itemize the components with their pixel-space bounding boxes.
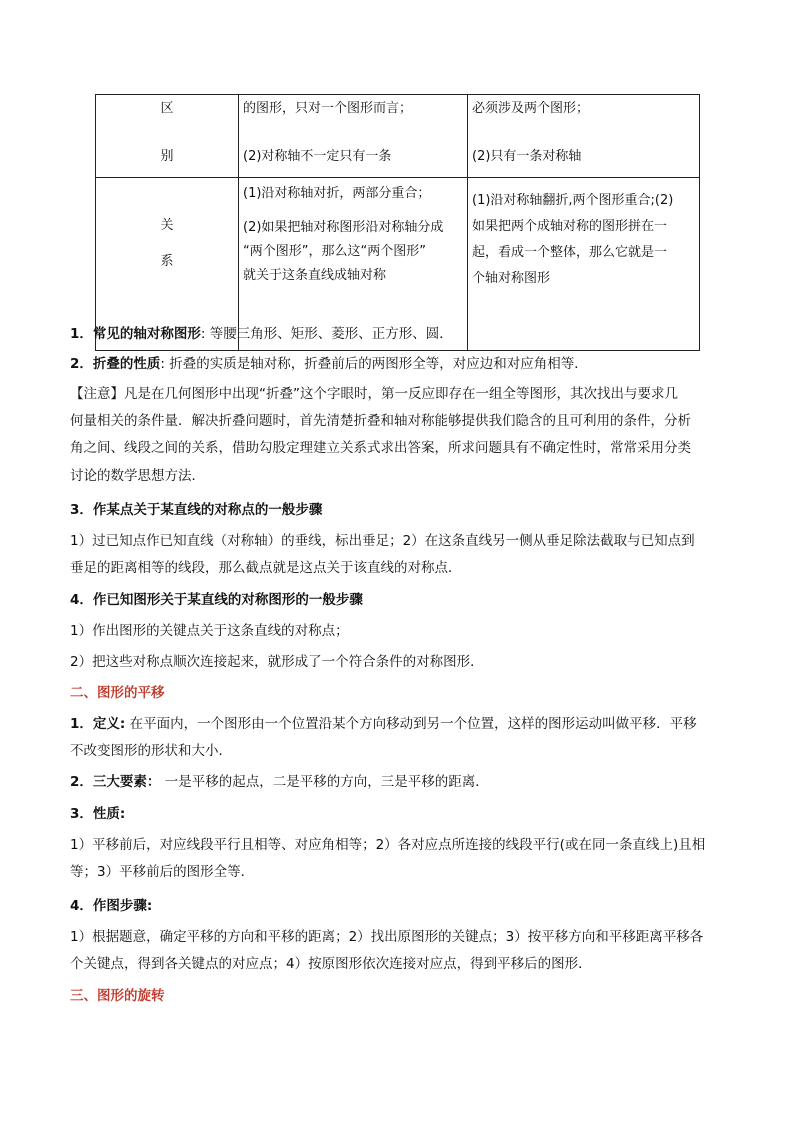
paragraph-folding-property [70,354,588,374]
paragraph-three-elements [70,772,489,792]
item-text: : 等腰三角形、矩形、菱形、正方形、圆． [200,326,453,342]
cell-symmetry-relation [468,178,700,351]
item-label: 1．常见的轴对称图形 [70,326,201,342]
cell-text: (1)沿对称轴翻折,两个图形重合;(2) [472,193,674,208]
heading-symmetric-point-steps: 3．作某点关于某直线的对称点的一般步骤 [70,502,323,518]
text-line: 等；3）平移前后的图形全等． [70,864,255,880]
cell-text: (2)如果把轴对称图形沿对称轴分成 [243,220,444,235]
cell-text: 如果把两个成轴对称的图形拼在一 [472,219,668,234]
row-header-char: 区 [160,101,174,116]
text-line: 1）作出图形的关键点关于这条直线的对称点； [70,623,349,639]
cell-axisymmetric-figure [239,95,468,178]
text-line: 2）把这些对称点顺次连接起来，就形成了一个符合条件的对称图形． [70,654,484,670]
cell-text: (2)对称轴不一定只有一条 [243,149,392,164]
cell-text: 必须涉及两个图形； [472,101,590,116]
item-label: 2．三大要素： [70,774,161,790]
section-title-rotation: 三、图形的旋转 [70,988,165,1004]
heading-drawing-steps: 4．作图步骤: [70,898,153,914]
cell-text: 就关于这条直线成轴对称 [243,268,387,283]
text-line: 1）过已知点作已知直线（对称轴）的垂线，标出垂足；2）在这条直线另一侧从垂足除法截取与已知点到 [70,533,695,549]
table-row-difference [96,95,700,178]
cell-axial-symmetry [468,95,700,178]
item-label: 2．折叠的性质 [70,356,161,372]
text-line: 垂足的距离相等的线段，那么截点就是这点关于该直线的对称点． [70,560,462,576]
text-line: 个关键点，得到各关键点的对应点；4）按原图形依次连接对应点，得到平移后的图形． [70,956,592,972]
note-line: 讨论的数学思想方法． [70,468,205,484]
text-line: 不改变图形的形状和大小． [70,743,232,759]
item-label: 1．定义: [70,716,126,732]
comparison-table [95,94,700,351]
item-text: 在平面内，一个图形由一个位置沿某个方向移动到另一个位置，这样的图形运动叫做平移．平移 [125,716,697,732]
cell-text: 起，看成一个整体，那么它就是一 [472,245,668,260]
note-line: 何量相关的条件量．解决折叠问题时，首先清楚折叠和轴对称能够提供我们隐含的且可利用的条件，分析 [70,413,691,429]
row-header-char: 别 [160,149,174,164]
paragraph-definition [70,714,697,734]
text-line: 1）平移前后，对应线段平行且相等、对应角相等；2）各对应点所连接的线段平行(或在同一条直线上)且相 [70,837,706,853]
note-line: 角之间、线段之间的关系，借助勾股定理建立关系式求出答案，所求问题具有不确定性时，常常采用分类 [70,440,691,456]
row-header-difference [96,95,239,178]
row-header-char: 系 [160,254,174,269]
note-line: 【注意】凡是在几何图形中出现“折叠”这个字眼时，第一反应即存在一组全等图形，其次找出与要求几 [70,386,678,402]
heading-properties: 3．性质: [70,806,126,822]
paragraph-common-figures [70,324,453,344]
section-title-translation: 二、图形的平移 [70,685,165,701]
cell-text: “两个图形”，那么这“两个图形” [243,244,426,259]
cell-text: (1)沿对称轴对折，两部分重合； [243,186,431,201]
item-text: : 折叠的实质是轴对称，折叠前后的两图形全等，对应边和对应角相等． [160,356,588,372]
row-header-char: 关 [160,218,174,233]
item-text: 一是平移的起点，二是平移的方向，三是平移的距离． [160,774,489,790]
cell-text: 的图形，只对一个图形而言； [243,101,413,116]
cell-text: 个轴对称图形 [472,271,551,286]
heading-symmetric-figure-steps: 4．作已知图形关于某直线的对称图形的一般步骤 [70,592,363,608]
text-line: 1）根据题意，确定平移的方向和平移的距离；2）找出原图形的关键点；3）按平移方向和平移距离平移各 [70,929,704,945]
cell-text: (2)只有一条对称轴 [472,149,582,164]
